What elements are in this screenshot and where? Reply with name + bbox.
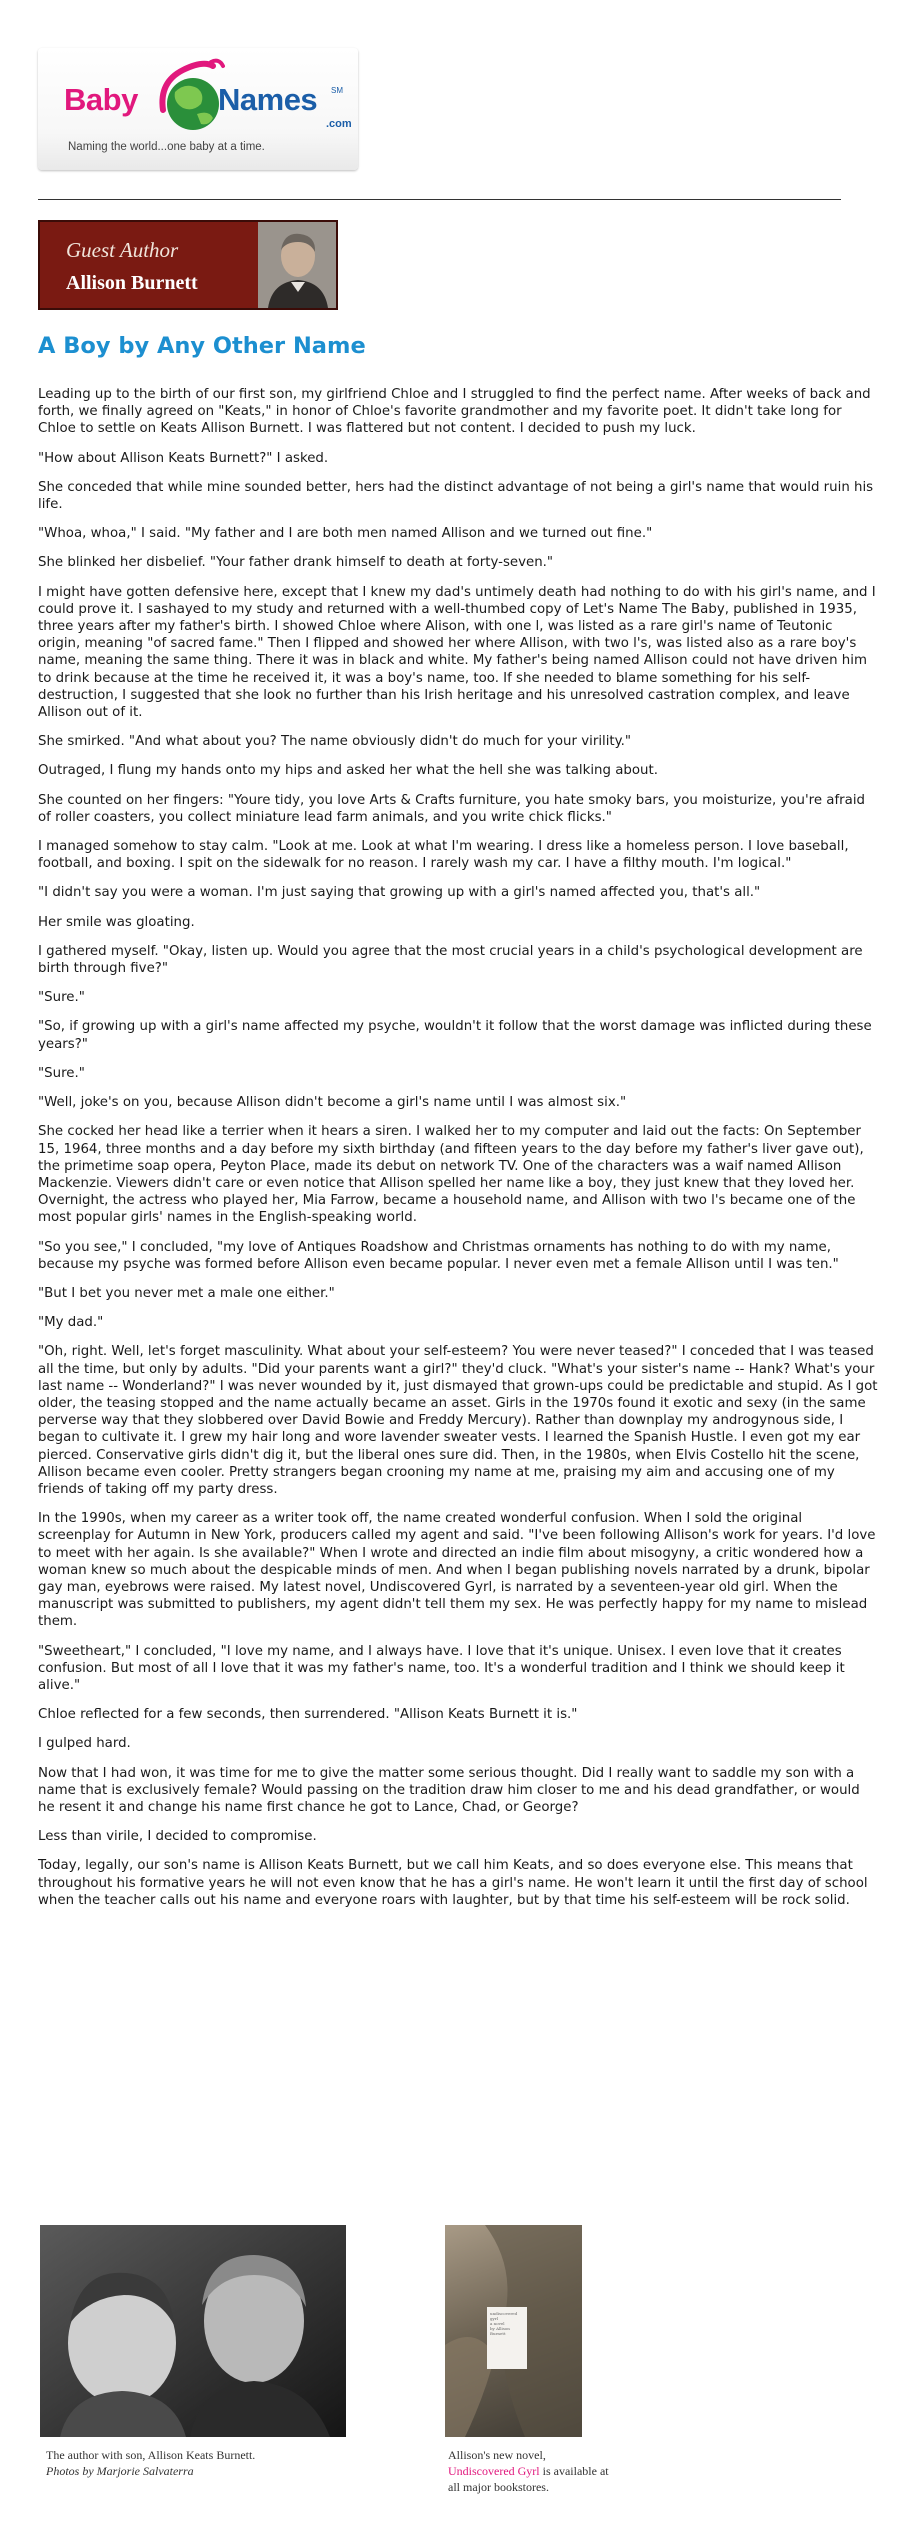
logo-tagline: Naming the world...one baby at a time. — [68, 141, 265, 153]
article-paragraph: "Well, joke's on you, because Allison didn't become a girl's name until I was almost six." — [38, 1095, 627, 1111]
article-paragraph: She cocked her head like a terrier when it hears a siren. I walked her to my computer and laid out the facts: On September 15, 1964, three months and a day before my sixth birthday (and fifteen years to the day before my father's liver gave out), the primetime soap opera, Peyton Place, made its debut on network TV. One of the characters was a waif named Allison Mackenzie. Viewers didn't care or even notice that Allison spelled her name like a boy, they just knew that they loved her. Overnight, the actress who played her, Mia Farrow, became a household name, and Allison with two l's became one of the most popular girls' names in the English-speaking world. — [38, 1124, 864, 1226]
article-paragraph: I managed somehow to stay calm. "Look at me. Look at what I'm wearing. I dress like a homeless person. I love baseball, football, and boxing. I spit on the sidewalk for no reason. I rarely wash my car. I have a filthy mouth. I'm logical." — [38, 839, 849, 872]
article-paragraph: "So you see," I concluded, "my love of Antiques Roadshow and Christmas ornaments has nothing to do with my name, because my psyche was formed before Allison even became popular. I never even met a female Allison until I was ten." — [38, 1239, 839, 1272]
site-logo[interactable] — [38, 48, 358, 170]
article-paragraph: She smirked. "And what about you? The name obviously didn't do much for your virility." — [38, 734, 632, 750]
article-paragraph: I gulped hard. — [38, 1736, 131, 1752]
article-paragraph: Today, legally, our son's name is Allison Keats Burnett, but we call him Keats, and so does everyone else. This means that throughout his formative years he will not even know that he has a girl's name. He won't learn it until the first day of school when the teacher calls out his name and everyone roars with laughter, but by that time his self-esteem will be rock solid. — [38, 1858, 868, 1908]
author-and-son-photo — [40, 2225, 346, 2437]
book-cover-author: by Allison — [490, 2326, 510, 2331]
caption-new-novel: Allison's new novel, — [448, 2448, 546, 2462]
book-cover-title: undiscovered — [490, 2311, 518, 2316]
article-paragraph: "Whoa, whoa," I said. "My father and I are both men named Allison and we turned out fine." — [38, 526, 653, 542]
article-paragraph: "I didn't say you were a woman. I'm just saying that growing up with a girl's named affected you, that's all." — [38, 885, 761, 901]
article-paragraph: "Sweetheart," I concluded, "I love my name, and I always have. I love that it's unique. Unisex. I even love that it creates confusion. But most of all I love that it was my father's name, too. It's a wonderful tradition and I think we should keep it alive." — [38, 1643, 845, 1693]
article-paragraph: "Sure." — [38, 1065, 85, 1081]
caption-photo-credit: Photos by Marjorie Salvaterra — [46, 2464, 194, 2478]
book-cover-subtitle: a novel — [490, 2321, 505, 2326]
book-title-link[interactable]: Undiscovered Gyrl — [448, 2464, 540, 2478]
book-cover-label — [487, 2307, 527, 2369]
logo-baby-text: Baby — [64, 82, 138, 117]
guest-author-banner — [38, 220, 338, 310]
article-paragraph: Outraged, I flung my hands onto my hips and asked her what the hell she was talking about. — [38, 763, 658, 779]
article-paragraph: "Sure." — [38, 990, 85, 1006]
article-body — [38, 386, 878, 1921]
article-paragraph: She conceded that while mine sounded better, hers had the distinct advantage of not being a girl's name that would ruin his life. — [38, 479, 874, 513]
logo-service-mark: SM — [331, 86, 343, 95]
article-paragraph: "My dad." — [38, 1315, 104, 1331]
article-paragraph: Less than virile, I decided to compromise. — [38, 1829, 317, 1845]
article-paragraph: I gathered myself. "Okay, listen up. Would you agree that the most crucial years in a child's psychological development are birth through five?" — [38, 943, 863, 977]
logo-names-text: Names — [218, 82, 318, 117]
caption-available: is available at — [539, 2464, 609, 2478]
article-paragraph: In the 1990s, when my career as a writer took off, the name created wonderful confusion. When I sold the original screenplay for Autumn in New York, producers called my agent and said. "I've been following Allison's work for years. I'd love to meet with her again. Is she available?" When I wrote and directed an indie film about misogyny, a critic wondered how a woman knew so much about the despicable minds of men. And when I began publishing novels narrated by a drunk, bipolar gay man, eyebrows were raised. My latest novel, Undiscovered Gyrl, is narrated by a seventeen-year old girl. When the manuscript was submitted to publishers, my agent didn't tell them my sex. He was perfectly happy for my name to mislead them. — [38, 1511, 876, 1630]
article-title: A Boy by Any Other Name — [38, 333, 366, 359]
caption-bookstores: all major bookstores. — [448, 2480, 549, 2494]
guest-author-name: Allison Burnett — [66, 272, 198, 294]
article-paragraph: "But I bet you never met a male one either." — [38, 1285, 335, 1301]
article-paragraph: Chloe reflected for a few seconds, then surrendered. "Allison Keats Burnett it is." — [38, 1707, 578, 1723]
article-paragraph: "Oh, right. Well, let's forget masculinity. What about your self-esteem? You were never teased?" I conceded that I was teased all the time, but only by adults. "Did your parents want a girl?" they'd cluck. "What's your sister's name -- Hank? What's your last name -- Wonderland?" I was never wounded by it, just dismayed that grown-ups could be predictable and stupid. As I got older, the teasing stopped and the name actually became an asset. Girls in the 1970s found it exotic and sexy (in the same perverse way that they slobbered over David Bowie and Freddy Mercury). Rather than downplay my androgynous side, I began to cultivate it. I grew my hair long and wore lavender sweater vests. I learned the Spanish Hustle. I even got my ear pierced. Conservative girls didn't dig it, but the liberal ones sure did. Then, in the 1980s, when Elvis Costello hit the scene, Allison became even cooler. Pretty strangers began crooning my name at me, praising my aim and accusing one of my friends of taking off my party dress. — [38, 1344, 878, 1497]
article-paragraph: She blinked her disbelief. "Your father drank himself to death at forty-seven." — [38, 555, 554, 571]
logo-dotcom-text: .com — [326, 118, 352, 130]
article-paragraph: "So, if growing up with a girl's name affected my psyche, wouldn't it follow that the worst damage was inflicted during these years?" — [38, 1019, 872, 1052]
author-headshot — [258, 222, 336, 308]
article-paragraph: She counted on her fingers: "Youre tidy, you love Arts & Crafts furniture, you hate smoky bars, you moisturize, you're afraid of roller coasters, you collect miniature lead farm animals, and you write chick flicks." — [38, 792, 866, 825]
article-paragraph: Now that I had won, it was time for me to give the matter some serious thought. Did I really want to saddle my son with a name that is exclusively female? Would passing on the tradition draw him closer to me and his dead grandfather, or would he resent it and change his name first chance he got to Lance, Chad, or George? — [38, 1765, 860, 1815]
article-paragraph: Leading up to the birth of our first son, my girlfriend Chloe and I struggled to find the perfect name. After weeks of back and forth, we finally agreed on "Keats," in honor of Chloe's favorite grandmother and my favorite poet. It didn't take long for Chloe to settle on Keats Allison Burnett. I was flattered but not content. I decided to push my luck. — [38, 387, 871, 437]
article-paragraph: I might have gotten defensive here, except that I knew my dad's untimely death had nothing to do with his girl's name, and I could prove it. I sashayed to my study and returned with a well-thumbed copy of Let's Name The Baby, published in 1935, three years after my father's birth. I showed Chloe where Alison, with one l, was listed as a rare girl's name of Teutonic origin, meaning "of sacred fame." Then I flipped and showed her where Allison, with two l's, was listed also as a rare boy's name, meaning the same thing. There it was in black and white. My father's being named Allison could not have driven him to drink because at the time he received it, it was a boy's name, too. If she needed to blame something for his self-destruction, I suggested that she look no further than his Irish heritage and his unresolved castration complex, and leave Allison out of it. — [38, 584, 876, 721]
book-cover-author-2: Burnett — [490, 2331, 506, 2336]
header-divider — [38, 199, 841, 200]
book-cover-title-2: gyrl — [490, 2316, 499, 2321]
article-paragraph: Her smile was gloating. — [38, 914, 195, 930]
guest-author-label: Guest Author — [66, 238, 179, 262]
photo-caption-right — [448, 2447, 668, 2495]
caption-author-with-son: The author with son, Allison Keats Burnett. — [46, 2448, 256, 2462]
photo-caption-left — [46, 2447, 366, 2479]
article-paragraph: "How about Allison Keats Burnett?" I asked. — [38, 450, 329, 466]
book-cover-photo — [445, 2225, 582, 2437]
